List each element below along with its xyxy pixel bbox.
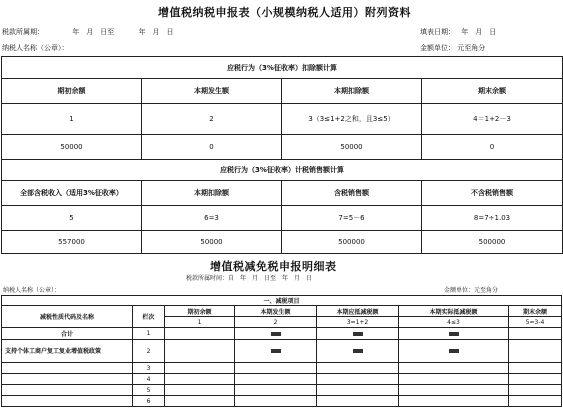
- relief-cell: [399, 385, 509, 396]
- section1-col-header: 期初余额: [2, 79, 142, 104]
- table-row: [2, 374, 562, 385]
- section2-formula: 8=7÷1.03: [422, 206, 563, 231]
- relief-cell: [509, 340, 562, 363]
- relief-row-name: 合计: [2, 328, 133, 340]
- table-row: [2, 328, 562, 340]
- relief-col-formula: 3=1+2: [317, 317, 399, 328]
- relief-cell: [509, 328, 562, 340]
- section1-col-header: 本期扣除额: [282, 79, 422, 104]
- section1-value: 0: [142, 135, 282, 160]
- relief-cell: [235, 328, 317, 340]
- form-title: 增值税纳税申报表（小规模纳税人适用）附列资料: [158, 6, 411, 19]
- table-row: [2, 396, 562, 407]
- tax-period-from: 年 月 日至: [72, 28, 115, 36]
- relief-row-name: [2, 396, 133, 407]
- tax-period-to: 年 月 日: [138, 28, 174, 36]
- relief-row-num: 5: [133, 385, 165, 396]
- section1-value: 0: [422, 135, 563, 160]
- section1-formula: 1: [2, 104, 142, 135]
- filled-mark: [353, 332, 363, 336]
- section2-value: 500000: [422, 231, 563, 254]
- section1-formula: 3（3≤1+2之和，且3≤5）: [282, 104, 422, 135]
- relief-cell: [235, 385, 317, 396]
- relief-col-formula: 5=3-4: [509, 317, 562, 328]
- relief-col-header: 本期发生额: [235, 306, 317, 317]
- section2-formula: 6=3: [142, 206, 282, 231]
- relief-cell: [235, 396, 317, 407]
- section2-col-header: 不含税销售额: [422, 181, 563, 206]
- relief-cell: [165, 385, 235, 396]
- relief-cell: [165, 396, 235, 407]
- relief-cell: [399, 340, 509, 363]
- section2-formula: 5: [2, 206, 142, 231]
- relief-cell: [235, 340, 317, 363]
- relief-cell: [165, 374, 235, 385]
- relief-cell: [165, 340, 235, 363]
- table-row: [2, 340, 562, 363]
- relief-cell: [317, 396, 399, 407]
- section1-value: 50000: [2, 135, 142, 160]
- relief-cell: [317, 328, 399, 340]
- fill-date: [420, 27, 496, 37]
- relief-col-header: 期初余额: [165, 306, 235, 317]
- amount-unit-value: 元至角分: [457, 44, 486, 52]
- section2-col-header: 本期扣除额: [142, 181, 282, 206]
- relief-row-num: 4: [133, 374, 165, 385]
- section2-col-header: 含税销售额: [282, 181, 422, 206]
- section2-header: 应税行为（3%征收率）计税销售额计算: [2, 160, 563, 181]
- relief-cell: [317, 385, 399, 396]
- filled-mark: [271, 349, 281, 353]
- relief-row-name: [2, 363, 133, 374]
- relief-cell: [509, 396, 562, 407]
- relief-row-name: [2, 385, 133, 396]
- fill-date-label: 填表日期：: [420, 28, 455, 36]
- relief-cell: [317, 374, 399, 385]
- section2-value: 557000: [2, 231, 142, 254]
- relief-amount-unit: 金额单位：元至角分: [444, 287, 499, 294]
- relief-col-formula: 2: [235, 317, 317, 328]
- relief-form-title: 增值税减免税申报明细表: [210, 260, 337, 273]
- section1-formula: 2: [142, 104, 282, 135]
- relief-row-num: 2: [133, 340, 165, 363]
- relief-cell: [509, 374, 562, 385]
- relief-cell: [165, 328, 235, 340]
- filled-mark: [353, 349, 363, 353]
- deduction-table: [1, 56, 563, 254]
- relief-cell: [317, 340, 399, 363]
- section2-value: 500000: [282, 231, 422, 254]
- relief-row-name: 支持个体工商户复工复业增值税政策: [2, 340, 133, 363]
- tax-period: [2, 27, 173, 37]
- relief-col-name-header: 减税性质代码及名称: [2, 306, 133, 328]
- tax-period-label: 税款所属期：: [2, 28, 44, 36]
- relief-cell: [399, 374, 509, 385]
- relief-col-formula: 1: [165, 317, 235, 328]
- relief-section-header: 一、减税项目: [2, 296, 562, 306]
- relief-col-header: 本期实际抵减税额: [399, 306, 509, 317]
- table-row: [2, 363, 562, 374]
- relief-cell: [235, 363, 317, 374]
- relief-col-header: 期末余额: [509, 306, 562, 317]
- section1-col-header: 本期发生额: [142, 79, 282, 104]
- relief-row-num: 1: [133, 328, 165, 340]
- section1-value: 50000: [282, 135, 422, 160]
- section2-formula: 7=5－6: [282, 206, 422, 231]
- relief-tax-period: 税款所属时间：自 年 月 日至 年 月 日: [186, 275, 313, 282]
- section1-col-header: 期末余额: [422, 79, 563, 104]
- section1-formula: 4＝1+2－3: [422, 104, 563, 135]
- relief-cell: [399, 396, 509, 407]
- amount-unit: [420, 43, 485, 53]
- relief-taxpayer-name: 纳税人名称（公章）：: [3, 287, 61, 294]
- section2-col-header: 全部含税收入（适用3%征收率）: [2, 181, 142, 206]
- relief-row-name: [2, 374, 133, 385]
- relief-cell: [317, 363, 399, 374]
- relief-cell: [235, 374, 317, 385]
- taxpayer-name: 纳税人名称（公章）：: [2, 44, 69, 52]
- relief-cell: [399, 328, 509, 340]
- relief-col-header: 本期应抵减税额: [317, 306, 399, 317]
- relief-col-formula: 4≤3: [399, 317, 509, 328]
- section2-value: 50000: [142, 231, 282, 254]
- amount-unit-label: 金额单位：: [420, 44, 455, 52]
- section1-header: 应税行为（3%征收率）扣除额计算: [2, 57, 563, 79]
- relief-col-row-header: 栏次: [133, 306, 165, 328]
- fill-date-value: 年 月 日: [461, 28, 497, 36]
- relief-cell: [165, 363, 235, 374]
- relief-row-num: 3: [133, 363, 165, 374]
- relief-row-num: 6: [133, 396, 165, 407]
- relief-cell: [509, 363, 562, 374]
- filled-mark: [271, 332, 281, 336]
- filled-mark: [449, 349, 459, 353]
- relief-cell: [399, 363, 509, 374]
- relief-table: [1, 295, 562, 407]
- filled-mark: [449, 332, 459, 336]
- table-row: [2, 385, 562, 396]
- relief-cell: [509, 385, 562, 396]
